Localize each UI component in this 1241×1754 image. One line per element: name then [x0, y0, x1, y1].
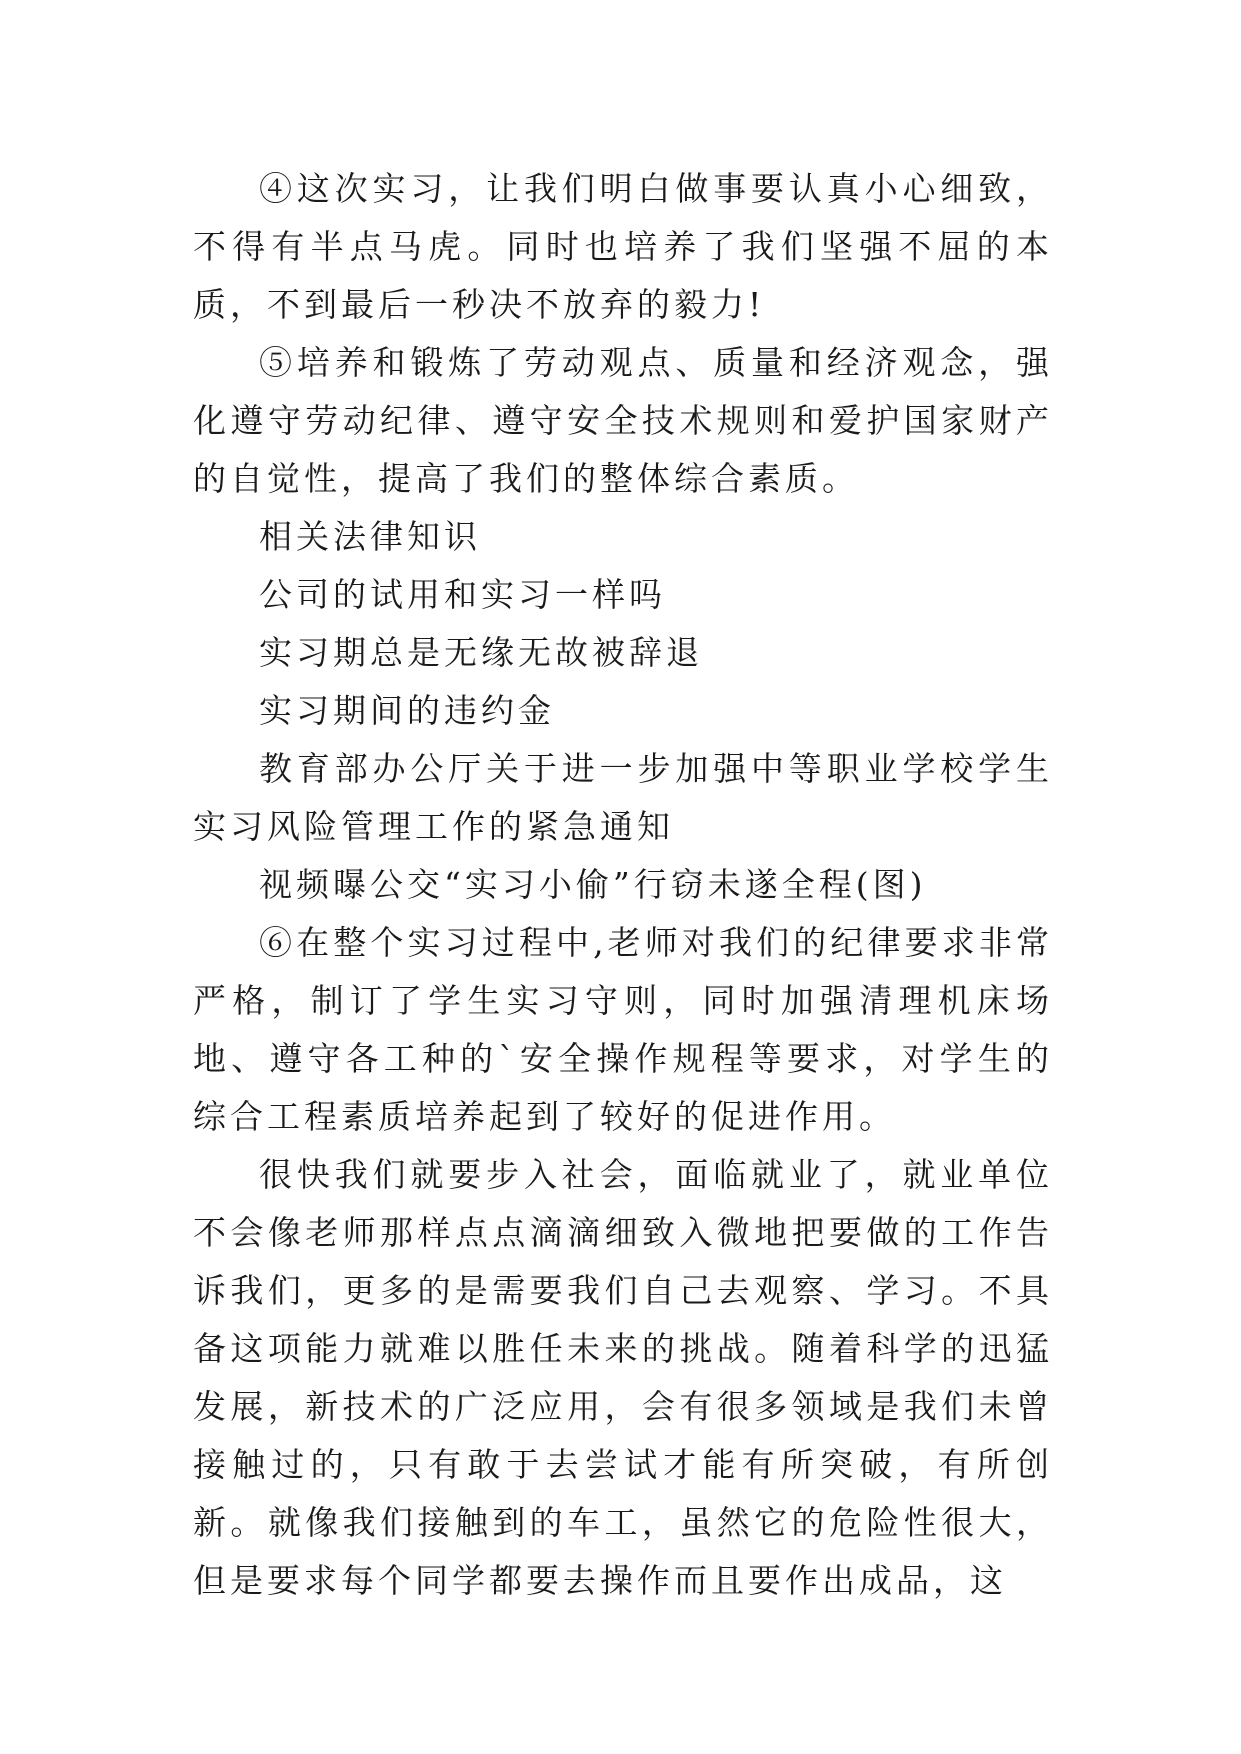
related-item: 公司的试用和实习一样吗: [259, 575, 666, 614]
paragraph-point-6: ⑥在整个实习过程中,老师对我们的纪律要求非常严格，制订了学生实习守则，同时加强清理机床场地、遵守各工种的`安全操作规程等要求，对学生的综合工程素质培养起到了较好的促进作用。: [193, 923, 1053, 1136]
related-item: 实习期总是无缘无故被辞退: [259, 633, 703, 672]
paragraph-point-5: ⑤培养和锻炼了劳动观点、质量和经济观念，强化遵守劳动纪律、遵守安全技术规则和爱护国家财产的自觉性，提高了我们的整体综合素质。: [193, 343, 1053, 498]
related-heading: 相关法律知识: [259, 517, 481, 556]
related-item: 视频曝公交“实习小偷”行窃未遂全程(图): [259, 865, 927, 904]
paragraph-conclusion: 很快我们就要步入社会，面临就业了，就业单位不会像老师那样点点滴滴细致入微地把要做的工作告诉我们，更多的是需要我们自己去观察、学习。不具备这项能力就难以胜任未来的挑战。随着科学的迅猛发展，新技术的广泛应用，会有很多领域是我们未曾接触过的，只有敢于去尝试才能有所突破，有所创新。就像我们接触到的车工，虽然它的危险性很大，但是要求每个同学都要去操作而且要作出成品，这: [193, 1155, 1053, 1600]
related-item: 教育部办公厅关于进一步加强中等职业学校学生实习风险管理工作的紧急通知: [193, 749, 1053, 846]
document-body: [193, 160, 1053, 1610]
related-item: 实习期间的违约金: [259, 691, 555, 730]
paragraph-point-4: ④这次实习，让我们明白做事要认真小心细致，不得有半点马虎。同时也培养了我们坚强不屈的本质，不到最后一秒决不放弃的毅力!: [193, 169, 1053, 324]
